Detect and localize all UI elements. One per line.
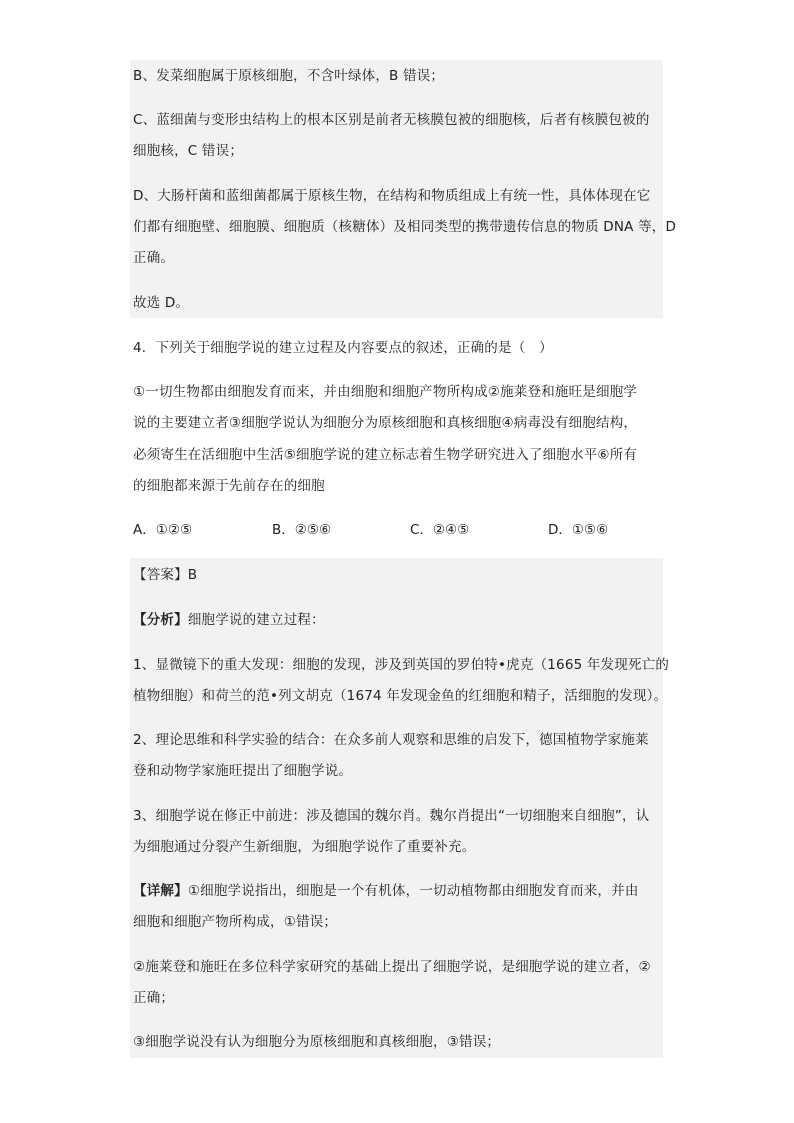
answer-label: 【答案】B [133, 567, 198, 583]
text-line-conclusion: 故选 D。 [133, 295, 190, 311]
analysis-point-3-line-2: 为细胞通过分裂产生新细胞，为细胞学说作了重要补充。 [133, 839, 476, 855]
text-line-option-b: B、发菜细胞属于原核细胞，不含叶绿体，B 错误； [133, 68, 445, 84]
text-line-option-d-2: 们都有细胞壁、细胞膜、细胞质（核糖体）及相同类型的携带遗传信息的物质 DNA 等，D [133, 219, 677, 235]
text-line-option-c-1: C、蓝细菌与变形虫结构上的根本区别是前者无核膜包被的细胞核，后者有核膜包被的 [133, 112, 650, 128]
analysis-line [133, 611, 325, 629]
question-4-statement-line-1: ①一切生物都由细胞发育而来，并由细胞和细胞产物所构成②施莱登和施旺是细胞学 [133, 384, 638, 400]
option-a: A．①②⑤ [133, 522, 193, 538]
analysis-heading: 细胞学说的建立过程： [187, 612, 325, 628]
question-4-statement-line-2: 说的主要建立者③细胞学说认为细胞分为原核细胞和真核细胞④病毒没有细胞结构， [133, 415, 638, 431]
detail-line-4: 正确； [133, 990, 175, 1006]
detail-line-1 [133, 882, 639, 900]
option-d: D．①⑤⑥ [548, 522, 609, 538]
detail-text-1: ①细胞学说指出，细胞是一个有机体，一切动植物都由细胞发育而来，并由 [187, 883, 639, 899]
detail-tag: 【详解】 [133, 883, 188, 899]
analysis-point-1-line-2: 植物细胞）和荷兰的范•列文胡克（1674 年发现金鱼的红细胞和精子，活细胞的发现）。 [133, 688, 668, 704]
analysis-point-1-line-1: 1、显微镜下的重大发现：细胞的发现，涉及到英国的罗伯特•虎克（1665 年发现死亡的 [133, 657, 670, 673]
text-line-option-d-3: 正确。 [133, 250, 175, 266]
analysis-point-2-line-2: 登和动物学家施旺提出了细胞学说。 [133, 763, 353, 779]
question-4-stem: 4．下列关于细胞学说的建立过程及内容要点的叙述，正确的是（ ） [133, 340, 553, 356]
question-4-statement-line-3: 必须寄生在活细胞中生活⑤细胞学说的建立标志着生物学研究进入了细胞水平⑥所有 [133, 447, 638, 463]
detail-line-5: ③细胞学说没有认为细胞分为原核细胞和真核细胞，③错误； [133, 1034, 501, 1050]
text-line-option-c-2: 细胞核，C 错误； [133, 143, 244, 159]
option-c: C．②④⑤ [410, 522, 470, 538]
detail-line-2: 细胞和细胞产物所构成，①错误； [133, 914, 338, 930]
option-b: B．②⑤⑥ [272, 522, 332, 538]
text-line-option-d-1: D、大肠杆菌和蓝细菌都属于原核生物，在结构和物质组成上有统一性，具体体现在它 [133, 188, 651, 204]
detail-line-3: ②施莱登和施旺在多位科学家研究的基础上提出了细胞学说，是细胞学说的建立者，② [133, 959, 651, 975]
question-4-statement-line-4: 的细胞都来源于先前存在的细胞 [133, 478, 325, 494]
analysis-tag: 【分析】 [133, 612, 188, 628]
analysis-point-3-line-1: 3、细胞学说在修正中前进：涉及德国的魏尔肖。魏尔肖提出“一切细胞来自细胞”，认 [133, 808, 650, 824]
analysis-point-2-line-1: 2、理论思维和科学实验的结合：在众多前人观察和思维的启发下，德国植物学家施莱 [133, 732, 649, 748]
